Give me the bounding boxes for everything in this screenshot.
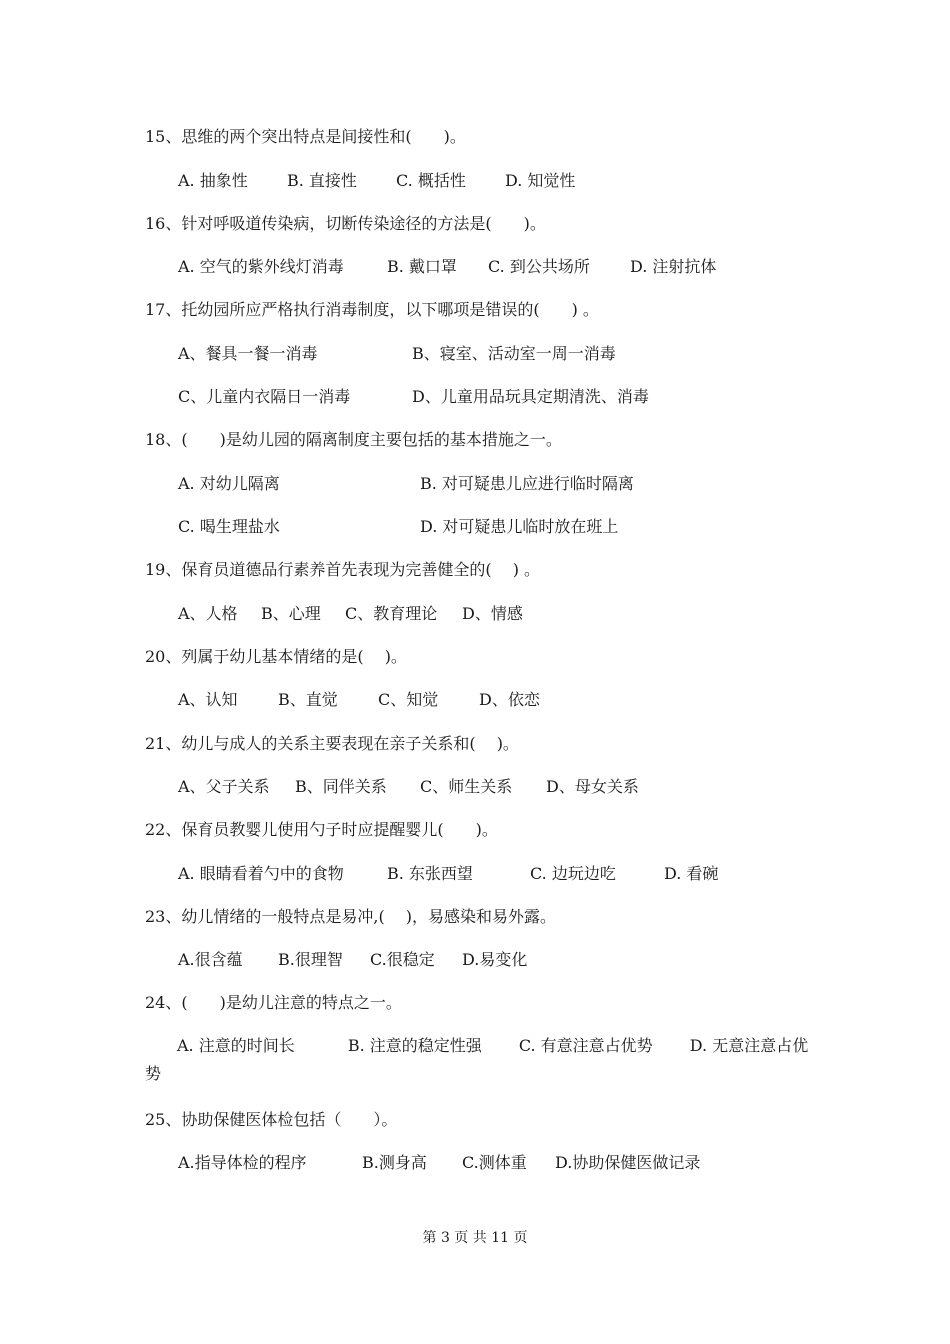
- question-20-option-c: C、知觉: [378, 690, 439, 709]
- question-23-option-c: C.很稳定: [370, 950, 435, 969]
- question-17-option-b: B、寝室、活动室一周一消毒: [412, 344, 616, 363]
- question-22-option-d: D. 看碗: [664, 864, 719, 883]
- question-21-option-c: C、师生关系: [420, 777, 513, 796]
- question-19-option-d: D、情感: [462, 604, 523, 623]
- question-16-stem: 16、针对呼吸道传染病，切断传染途径的方法是( )。: [145, 214, 546, 233]
- question-21-option-a: A、父子关系: [178, 777, 270, 796]
- question-22-option-c: C. 边玩边吃: [530, 864, 616, 883]
- question-19-stem: 19、保育员道德品行素养首先表现为完善健全的( ) 。: [145, 560, 541, 579]
- question-15-option-a: A. 抽象性: [178, 171, 248, 190]
- question-15-option-d: D. 知觉性: [505, 171, 576, 190]
- question-18-option-d: D. 对可疑患儿临时放在班上: [420, 517, 619, 536]
- question-20-stem: 20、列属于幼儿基本情绪的是( )。: [145, 647, 407, 666]
- question-21-option-d: D、母女关系: [546, 777, 639, 796]
- question-24-stem: 24、( )是幼儿注意的特点之一。: [145, 993, 402, 1012]
- question-25-option-c: C.测体重: [462, 1153, 527, 1172]
- question-25-option-b: B.测身高: [362, 1153, 427, 1172]
- question-16-option-b: B. 戴口罩: [387, 257, 457, 276]
- question-20-option-d: D、依恋: [479, 690, 540, 709]
- question-25-option-a: A.指导体检的程序: [178, 1153, 307, 1172]
- question-19-option-c: C、教育理论: [345, 604, 438, 623]
- question-19-option-b: B、心理: [261, 604, 321, 623]
- question-22-option-b: B. 东张西望: [387, 864, 473, 883]
- question-22-stem: 22、保育员教婴儿使用勺子时应提醒婴儿( )。: [145, 820, 498, 839]
- question-15-stem: 15、思维的两个突出特点是间接性和( )。: [145, 127, 466, 146]
- question-25-stem: 25、协助保健医体检包括（ ）。: [145, 1110, 398, 1129]
- question-21-option-b: B、同伴关系: [295, 777, 387, 796]
- question-18-option-c: C. 喝生理盐水: [178, 517, 280, 536]
- question-22-option-a: A. 眼睛看着勺中的食物: [178, 864, 344, 883]
- question-16-option-d: D. 注射抗体: [630, 257, 717, 276]
- question-18-option-a: A. 对幼儿隔离: [178, 474, 280, 493]
- question-18-stem: 18、( )是幼儿园的隔离制度主要包括的基本措施之一。: [145, 430, 562, 449]
- question-17-option-d: D、儿童用品玩具定期清洗、消毒: [412, 387, 649, 406]
- question-25-option-d: D.协助保健医做记录: [555, 1153, 701, 1172]
- question-23-option-a: A.很含蕴: [178, 950, 243, 969]
- question-17-option-c: C、儿童内衣隔日一消毒: [178, 387, 351, 406]
- question-15-option-c: C. 概括性: [396, 171, 466, 190]
- question-23-stem: 23、幼儿情绪的一般特点是易冲,( )，易感染和易外露。: [145, 907, 557, 926]
- question-18-option-b: B. 对可疑患儿应进行临时隔离: [420, 474, 634, 493]
- page-number-footer: 第 3 页 共 11 页: [422, 1230, 528, 1246]
- question-24-options: A. 注意的时间长 B. 注意的稳定性强 C. 有意注意占优势 D. 无意注意占优势: [145, 1036, 809, 1083]
- question-19-option-a: A、人格: [178, 604, 238, 623]
- question-23-option-b: B.很理智: [278, 950, 343, 969]
- question-21-stem: 21、幼儿与成人的关系主要表现在亲子关系和( )。: [145, 734, 519, 753]
- question-16-option-a: A. 空气的紫外线灯消毒: [178, 257, 344, 276]
- question-20-option-b: B、直觉: [278, 690, 338, 709]
- question-23-option-d: D.易变化: [462, 950, 528, 969]
- question-15-option-b: B. 直接性: [287, 171, 357, 190]
- question-17-stem: 17、托幼园所应严格执行消毒制度，以下哪项是错误的( ) 。: [145, 300, 599, 319]
- question-20-option-a: A、认知: [178, 690, 238, 709]
- question-16-option-c: C. 到公共场所: [488, 257, 590, 276]
- question-17-option-a: A、餐具一餐一消毒: [178, 344, 318, 363]
